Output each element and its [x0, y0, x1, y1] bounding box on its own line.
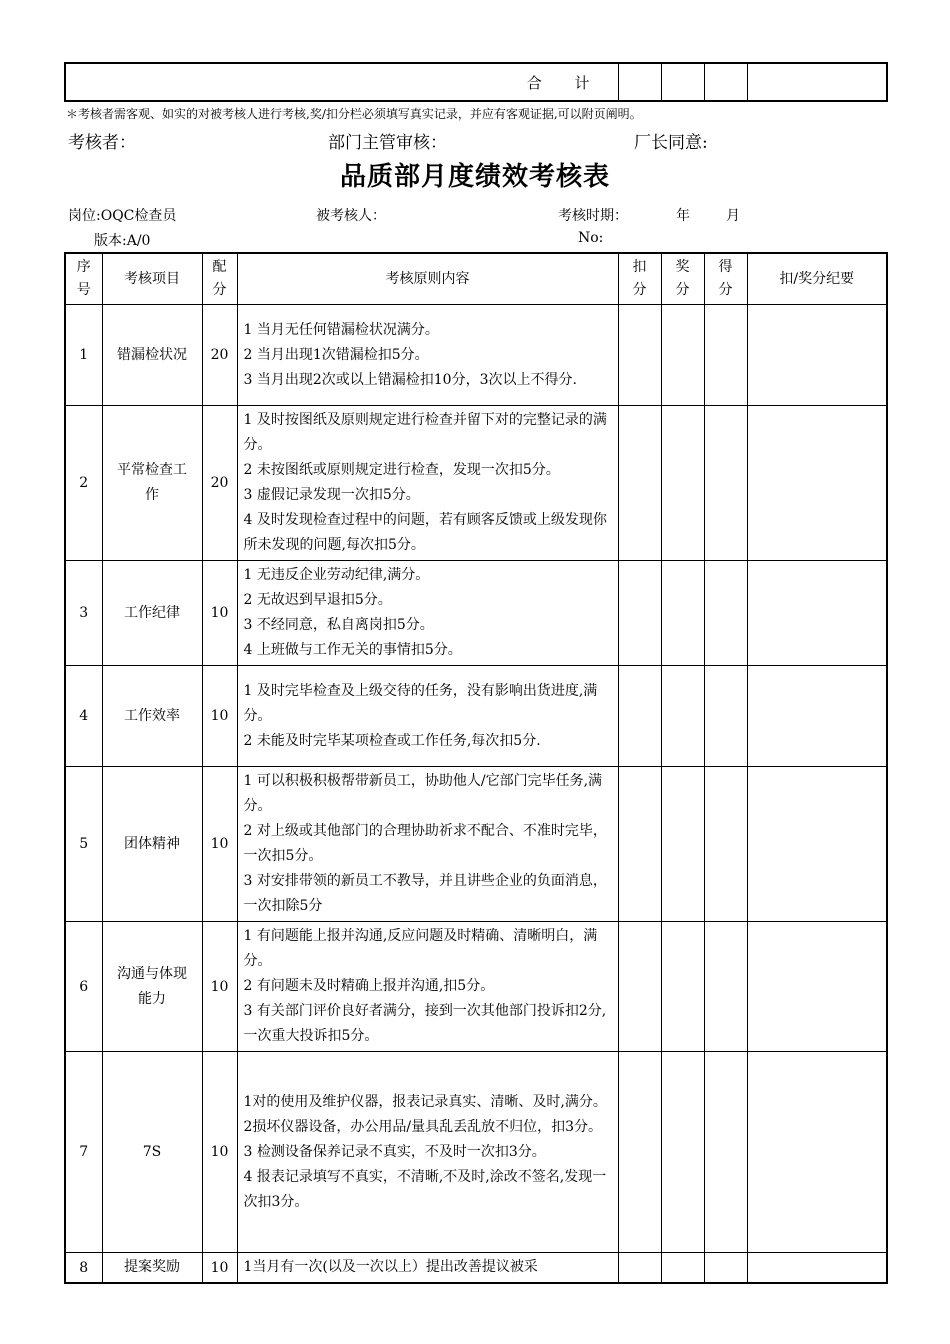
criteria-line: 3 有关部门评价良好者满分，接到一次其他部门投诉扣2分,一次重大投诉扣5分。	[243, 1003, 607, 1044]
row-record-cell[interactable]	[747, 561, 887, 666]
row-content	[237, 922, 618, 1052]
row-points: 20	[202, 305, 237, 406]
row-item: 提案奖励	[102, 1253, 202, 1284]
criteria-line: 1 可以积极积极帮带新员工，协助他人/它部门完毕任务,满分。	[243, 773, 603, 814]
row-reward-cell[interactable]	[661, 666, 704, 767]
row-content	[237, 1052, 618, 1253]
row-deduct-cell[interactable]	[618, 922, 661, 1052]
header-item: 考核项目	[102, 253, 202, 305]
table-body	[65, 305, 887, 1284]
criteria-line: 2 无故迟到早退扣5分。	[243, 592, 392, 608]
criteria-line: 3 当月出现2次或以上错漏检扣10分，3次以上不得分.	[243, 371, 577, 388]
table-row	[65, 1253, 887, 1284]
row-item: 工作纪律	[102, 561, 202, 666]
criteria-line: 3 检测设备保养记录不真实，不及时一次扣3分。	[243, 1143, 546, 1160]
row-points: 10	[202, 1253, 237, 1284]
row-item: 团体精神	[102, 767, 202, 922]
table-row	[65, 666, 887, 767]
month-label: 月	[726, 208, 740, 224]
row-points: 10	[202, 767, 237, 922]
no-label: No:	[578, 230, 604, 246]
row-reward-cell[interactable]	[661, 305, 704, 406]
row-seq: 6	[65, 922, 102, 1052]
criteria-line: 1当月有一次(以及一次以上）提出改善提议被采	[243, 1259, 538, 1275]
period-label: 考核时期：	[558, 208, 628, 224]
criteria-line: 3 对安排带领的新员工不教导，并且讲些企业的负面消息，一次扣除5分	[243, 873, 607, 914]
criteria-line: 4 报表记录填写不真实，不清晰,不及时,涂改不签名,发现一次扣3分。	[243, 1168, 607, 1210]
criteria-line: 2 当月出现1次错漏检扣5分。	[243, 346, 429, 363]
row-deduct-cell[interactable]	[618, 406, 661, 561]
row-seq: 1	[65, 305, 102, 406]
header-points: 配分	[202, 253, 237, 305]
row-record-cell[interactable]	[747, 767, 887, 922]
row-seq: 4	[65, 666, 102, 767]
row-points: 20	[202, 406, 237, 561]
total-record-cell[interactable]	[747, 63, 887, 101]
row-item: 平常检查工作	[102, 406, 202, 561]
row-deduct-cell[interactable]	[618, 561, 661, 666]
position-label: 岗位:OQC检查员	[68, 208, 177, 224]
row-seq: 8	[65, 1253, 102, 1284]
row-score-cell[interactable]	[704, 1253, 747, 1284]
factory-approve-label: 厂长同意:	[634, 133, 708, 153]
criteria-line: 4 及时发现检查过程中的问题，若有顾客反馈或上级发现你所未发现的问题,每次扣5分。	[243, 512, 607, 553]
row-record-cell[interactable]	[747, 406, 887, 561]
row-item: 工作效率	[102, 666, 202, 767]
row-record-cell[interactable]	[747, 1253, 887, 1284]
row-points: 10	[202, 666, 237, 767]
header-record: 扣/奖分纪要	[747, 253, 887, 305]
row-content	[237, 1253, 618, 1284]
row-deduct-cell[interactable]	[618, 767, 661, 922]
row-content	[237, 305, 618, 406]
row-score-cell[interactable]	[704, 561, 747, 666]
criteria-line: 1 及时按图纸及原则规定进行检查并留下对的完整记录的满分。	[243, 412, 607, 453]
criteria-line: 2 有问题未及时精确上报并沟通,扣5分。	[243, 978, 495, 994]
row-score-cell[interactable]	[704, 767, 747, 922]
criteria-line: 2 未按图纸或原则规定进行检查，发现一次扣5分。	[243, 462, 560, 478]
criteria-line: 1对的使用及维护仪器，报表记录真实、清晰、及时,满分。	[243, 1093, 607, 1110]
dept-review-label: 部门主管审核：	[328, 133, 447, 153]
row-deduct-cell[interactable]	[618, 1253, 661, 1284]
row-record-cell[interactable]	[747, 922, 887, 1052]
header-score: 得分	[704, 253, 747, 305]
row-score-cell[interactable]	[704, 406, 747, 561]
assessment-table	[64, 252, 888, 1284]
row-points: 10	[202, 561, 237, 666]
row-reward-cell[interactable]	[661, 767, 704, 922]
row-reward-cell[interactable]	[661, 1253, 704, 1284]
row-content	[237, 561, 618, 666]
total-deduct-cell[interactable]	[618, 63, 661, 101]
criteria-line: 1 及时完毕检查及上级交待的任务，没有影响出货进度,满分。	[243, 682, 598, 724]
criteria-line: 4 上班做与工作无关的事情扣5分。	[243, 642, 462, 658]
assessor-label: 考核者：	[68, 133, 136, 153]
table-row	[65, 406, 887, 561]
table-row	[65, 922, 887, 1052]
criteria-line: 2损坏仪器设备，办公用品/量具乱丢乱放不归位，扣3分。	[243, 1118, 603, 1135]
row-record-cell[interactable]	[747, 305, 887, 406]
row-score-cell[interactable]	[704, 305, 747, 406]
row-score-cell[interactable]	[704, 1052, 747, 1253]
row-deduct-cell[interactable]	[618, 1052, 661, 1253]
summary-row	[65, 63, 887, 101]
row-content	[237, 406, 618, 561]
table-header-row	[65, 253, 887, 305]
table-row	[65, 305, 887, 406]
row-reward-cell[interactable]	[661, 922, 704, 1052]
row-record-cell[interactable]	[747, 666, 887, 767]
row-points: 10	[202, 922, 237, 1052]
row-reward-cell[interactable]	[661, 406, 704, 561]
row-deduct-cell[interactable]	[618, 305, 661, 406]
criteria-line: 1 当月无任何错漏检状况满分。	[243, 321, 439, 338]
row-content	[237, 767, 618, 922]
total-reward-cell[interactable]	[661, 63, 704, 101]
row-seq: 3	[65, 561, 102, 666]
total-score-cell[interactable]	[704, 63, 747, 101]
row-reward-cell[interactable]	[661, 1052, 704, 1253]
row-score-cell[interactable]	[704, 922, 747, 1052]
criteria-line: 3 不经同意，私自离岗扣5分。	[243, 617, 434, 633]
criteria-line: 1 有问题能上报并沟通,反应问题及时精确、清晰明白，满分。	[243, 928, 598, 969]
summary-table	[64, 62, 888, 102]
header-content: 考核原则内容	[237, 253, 618, 305]
version-label: 版本:A/0	[94, 233, 151, 249]
criteria-line: 2 对上级或其他部门的合理协助祈求不配合、不准时完毕，一次扣5分。	[243, 823, 607, 864]
header-seq: 序号	[65, 253, 102, 305]
page-title: 品质部月度绩效考核表	[339, 162, 610, 192]
row-seq: 7	[65, 1052, 102, 1253]
row-points: 10	[202, 1052, 237, 1253]
year-label: 年	[676, 208, 690, 224]
table-row	[65, 767, 887, 922]
header-reward: 奖分	[661, 253, 704, 305]
row-reward-cell[interactable]	[661, 561, 704, 666]
row-item: 沟通与体现能力	[102, 922, 202, 1052]
criteria-line: 3 虚假记录发现一次扣5分。	[243, 487, 420, 503]
total-label: 合 计	[65, 63, 618, 101]
assessment-note: ＊考核者需客观、如实的对被考核人进行考核,奖/扣分栏必须填写真实记录，并应有客观证据,可以附页阐明。	[66, 107, 642, 121]
row-deduct-cell[interactable]	[618, 666, 661, 767]
table-row	[65, 1052, 887, 1253]
table-row	[65, 561, 887, 666]
row-seq: 5	[65, 767, 102, 922]
row-item: 7S	[102, 1052, 202, 1253]
header-deduct: 扣分	[618, 253, 661, 305]
criteria-line: 1 无违反企业劳动纪律,满分。	[243, 567, 430, 583]
row-content	[237, 666, 618, 767]
criteria-line: 2 未能及时完毕某项检查或工作任务,每次扣5分.	[243, 732, 541, 749]
row-score-cell[interactable]	[704, 666, 747, 767]
row-item: 错漏检状况	[102, 305, 202, 406]
row-seq: 2	[65, 406, 102, 561]
row-record-cell[interactable]	[747, 1052, 887, 1253]
assessee-label: 被考核人：	[316, 208, 386, 224]
